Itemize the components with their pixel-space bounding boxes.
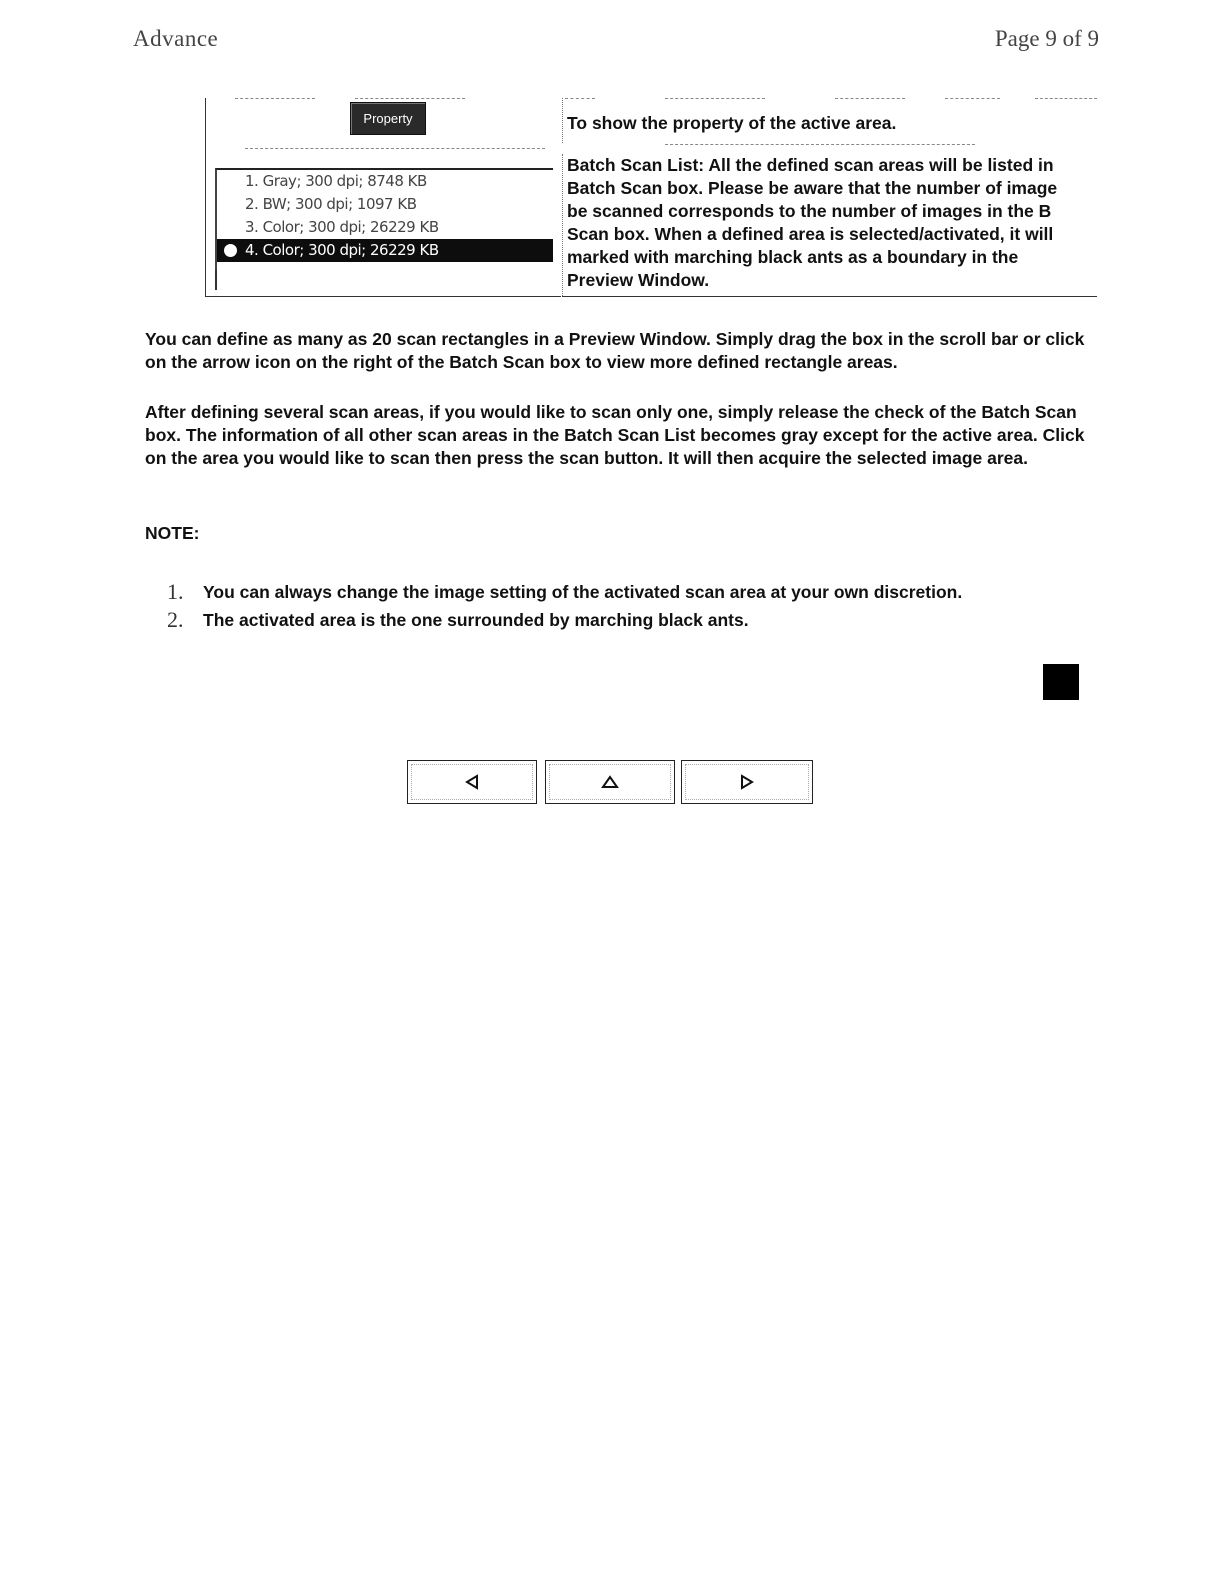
batch-scan-item-label: 4. Color; 300 dpi; 26229 KB — [245, 241, 439, 259]
list-number: 2. — [167, 607, 184, 632]
paragraph-single-scan: After defining several scan areas, if you would like to scan only one, simply release the check of the Batch Scan box. The information of all other scan areas in the Batch Scan List becomes gray except for the active area. Click on the area you would like to scan then press the scan button. It will then acquire the selected image area. — [145, 402, 1085, 468]
up-page-button[interactable] — [545, 760, 675, 804]
list-item — [167, 606, 962, 634]
selected-dot-icon — [224, 244, 237, 257]
end-marker — [1043, 664, 1079, 700]
page-number: Page 9 of 9 — [994, 26, 1099, 51]
desc-line: be scanned corresponds to the number of images in the B — [567, 201, 1052, 221]
triangle-left-icon — [465, 774, 479, 790]
batch-scan-item[interactable]: 3. Color; 300 dpi; 26229 KB — [245, 218, 439, 236]
batch-scan-list[interactable] — [215, 168, 553, 270]
desc-line: Preview Window. — [567, 270, 710, 290]
triangle-up-icon — [601, 775, 619, 789]
paragraph-scan-rectangles: You can define as many as 20 scan rectangles in a Preview Window. Simply drag the box in the scroll bar or click on the arrow icon on the right of the Batch Scan box to view more defined rectangle areas. — [145, 329, 1085, 372]
note-label: NOTE: — [145, 523, 200, 543]
desc-line: Scan box. When a defined area is selected/activated, it will — [567, 224, 1054, 244]
desc-line: Batch Scan List: All the defined scan areas will be listed in — [567, 155, 1054, 175]
list-text: You can always change the image setting of the activated scan area at your own discretion. — [203, 582, 963, 602]
property-button[interactable]: Property — [350, 102, 426, 135]
feature-table — [205, 98, 1097, 298]
batch-scan-item[interactable]: 1. Gray; 300 dpi; 8748 KB — [245, 172, 427, 190]
note-list — [167, 578, 962, 634]
desc-line: Batch Scan box. Please be aware that the number of image — [567, 178, 1058, 198]
list-item — [167, 578, 962, 606]
property-cell — [205, 98, 561, 150]
list-text: The activated area is the one surrounded by marching black ants. — [203, 610, 749, 630]
table-bottom-border — [562, 296, 1097, 297]
list-edge — [215, 270, 217, 290]
batch-scan-item[interactable]: 2. BW; 300 dpi; 1097 KB — [245, 195, 417, 213]
prev-page-button[interactable] — [407, 760, 537, 804]
property-description: To show the property of the active area. — [567, 113, 897, 133]
list-number: 1. — [167, 579, 184, 604]
triangle-right-icon — [740, 774, 754, 790]
batch-scan-description — [567, 154, 1097, 294]
document-title: Advance — [133, 26, 219, 51]
desc-line: marked with marching black ants as a boundary in the — [567, 247, 1019, 267]
batch-scan-item-selected[interactable] — [217, 239, 553, 262]
next-page-button[interactable] — [681, 760, 813, 804]
